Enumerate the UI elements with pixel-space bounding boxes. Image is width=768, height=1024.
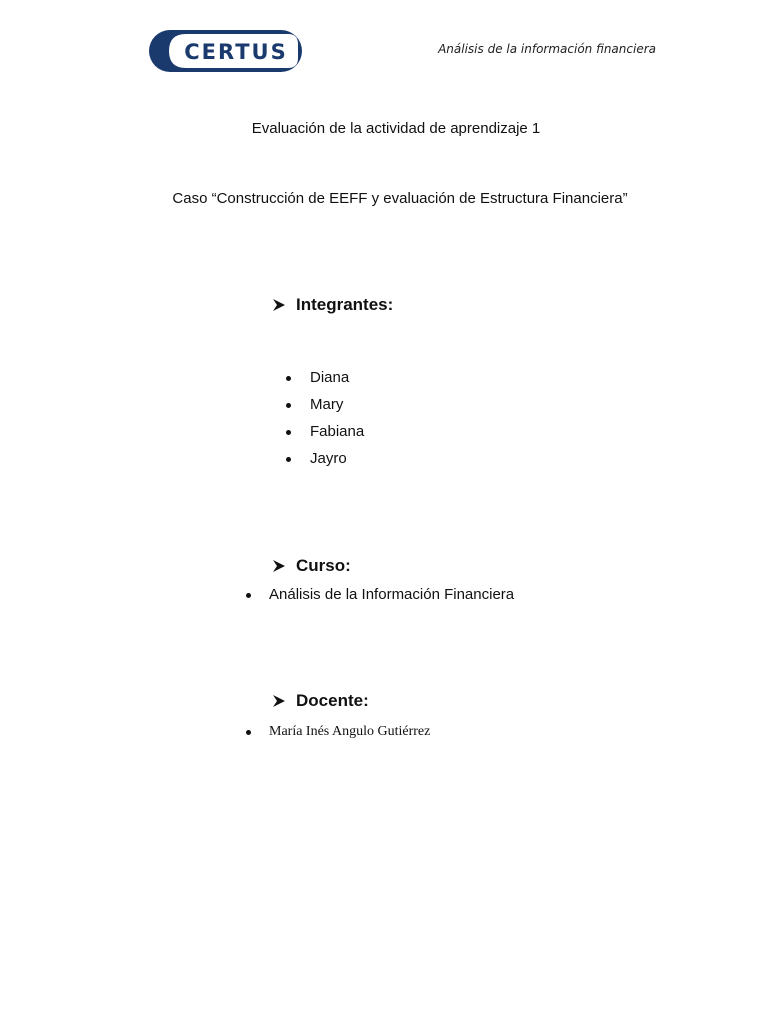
members-list (286, 367, 364, 475)
list-item (286, 394, 364, 421)
docente-heading-label: Docente: (296, 691, 369, 710)
course-item (246, 584, 514, 606)
arrowhead-icon (272, 694, 286, 708)
list-item (286, 421, 364, 448)
bullet-icon (286, 457, 291, 462)
arrowhead-icon (272, 298, 286, 312)
bullet-icon (246, 593, 251, 598)
case-title: Caso “Construcción de EEFF y evaluación de Estructura Financiera” (172, 190, 628, 207)
list-item (286, 367, 364, 394)
bullet-icon (286, 403, 291, 408)
logo-wordmark: CERTUS (184, 40, 288, 64)
bullet-icon (246, 730, 251, 735)
member-name: Diana (310, 369, 350, 386)
bullet-icon (286, 376, 291, 381)
teacher-value: María Inés Angulo Gutiérrez (269, 724, 431, 739)
list-item (286, 448, 364, 475)
document-title: Evaluación de la actividad de aprendizaje 1 (251, 120, 541, 137)
bullet-icon (286, 430, 291, 435)
course-value: Análisis de la Información Financiera (269, 586, 515, 603)
arrowhead-icon (272, 559, 286, 573)
header-course-name: Análisis de la información financiera (438, 42, 656, 56)
curso-heading-label: Curso: (296, 556, 351, 575)
integrantes-heading (272, 295, 393, 315)
certus-logo (148, 29, 303, 73)
curso-heading (272, 556, 351, 576)
member-name: Mary (310, 396, 344, 413)
integrantes-heading-label: Integrantes: (296, 295, 394, 314)
member-name: Fabiana (310, 423, 365, 440)
docente-heading (272, 691, 369, 711)
member-name: Jayro (310, 450, 347, 467)
teacher-item (246, 721, 430, 743)
